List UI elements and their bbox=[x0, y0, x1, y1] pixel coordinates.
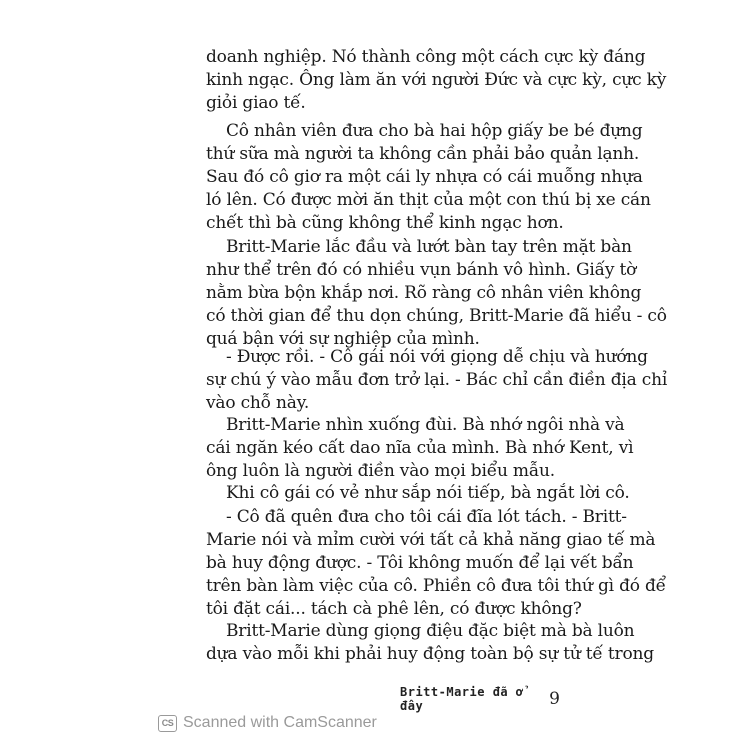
text-line: có thời gian để thu dọn chúng, Britt-Marie đã hiểu - cô bbox=[206, 306, 667, 326]
text-line: kinh ngạc. Ông làm ăn với người Đức và cực kỳ, cực kỳ bbox=[206, 70, 667, 90]
text-line: bà huy động được. - Tôi không muốn để lại vết bẩn bbox=[206, 553, 634, 573]
text-line: thứ sữa mà người ta không cần phải bảo quản lạnh. bbox=[206, 144, 640, 164]
paragraph-8 bbox=[206, 620, 654, 666]
paragraph-5 bbox=[206, 414, 634, 483]
scanner-label: Scanned with CamScanner bbox=[183, 714, 377, 731]
text-line: sự chú ý vào mẫu đơn trở lại. - Bác chỉ cần điền địa chỉ bbox=[206, 370, 668, 390]
text-line: Sau đó cô giơ ra một cái ly nhựa có cái muỗng nhựa bbox=[206, 167, 643, 187]
paragraph-4 bbox=[206, 346, 668, 415]
text-line: như thể trên đó có nhiều vụn bánh vô hình. Giấy tờ bbox=[206, 260, 637, 280]
text-line: Cô nhân viên đưa cho bà hai hộp giấy be bé đựng bbox=[226, 121, 643, 141]
paragraph-3 bbox=[206, 236, 667, 351]
text-line: tôi đặt cái... tách cà phê lên, có được không? bbox=[206, 599, 582, 619]
text-line: - Cô đã quên đưa cho tôi cái đĩa lót tách. - Britt- bbox=[226, 507, 627, 527]
text-line: quá bận với sự nghiệp của mình. bbox=[206, 329, 480, 349]
page-footer bbox=[400, 685, 560, 713]
text-line: doanh nghiệp. Nó thành công một cách cực kỳ đáng bbox=[206, 47, 646, 67]
paragraph-2 bbox=[206, 120, 651, 235]
text-line: nằm bừa bộn khắp nơi. Rõ ràng cô nhân viên không bbox=[206, 283, 642, 303]
paragraph-7 bbox=[206, 506, 666, 621]
text-line: ông luôn là người điền vào mọi biểu mẫu. bbox=[206, 461, 556, 481]
page-number: 9 bbox=[549, 689, 560, 709]
text-line: Khi cô gái có vẻ như sắp nói tiếp, bà ngắt lời cô. bbox=[226, 483, 630, 503]
text-line: Britt-Marie nhìn xuống đùi. Bà nhớ ngôi nhà và bbox=[226, 415, 625, 435]
scanner-watermark bbox=[158, 712, 377, 734]
running-head: Britt-Marie đã ở đây bbox=[400, 685, 524, 713]
text-line: giỏi giao tế. bbox=[206, 93, 306, 113]
text-line: Britt-Marie lắc đầu và lướt bàn tay trên mặt bàn bbox=[226, 237, 632, 257]
text-line: ló lên. Có được mời ăn thịt của một con thú bị xe cán bbox=[206, 190, 651, 210]
camscanner-logo-icon: CS bbox=[158, 715, 177, 732]
text-line: chết thì bà cũng không thể kinh ngạc hơn. bbox=[206, 213, 564, 233]
text-line: trên bàn làm việc của cô. Phiền cô đưa tôi thứ gì đó để bbox=[206, 576, 666, 596]
paragraph-6 bbox=[206, 482, 630, 505]
text-line: Marie nói và mỉm cười với tất cả khả năng giao tế mà bbox=[206, 530, 656, 550]
text-line: - Được rồi. - Cô gái nói với giọng dễ chịu và hướng bbox=[226, 347, 648, 367]
text-line: cái ngăn kéo cất dao nĩa của mình. Bà nhớ Kent, vì bbox=[206, 438, 634, 458]
text-line: vào chỗ này. bbox=[206, 393, 310, 413]
text-line: Britt-Marie dùng giọng điệu đặc biệt mà bà luôn bbox=[226, 621, 635, 641]
text-line: dựa vào mỗi khi phải huy động toàn bộ sự tử tế trong bbox=[206, 644, 654, 664]
paragraph-1 bbox=[206, 46, 667, 115]
